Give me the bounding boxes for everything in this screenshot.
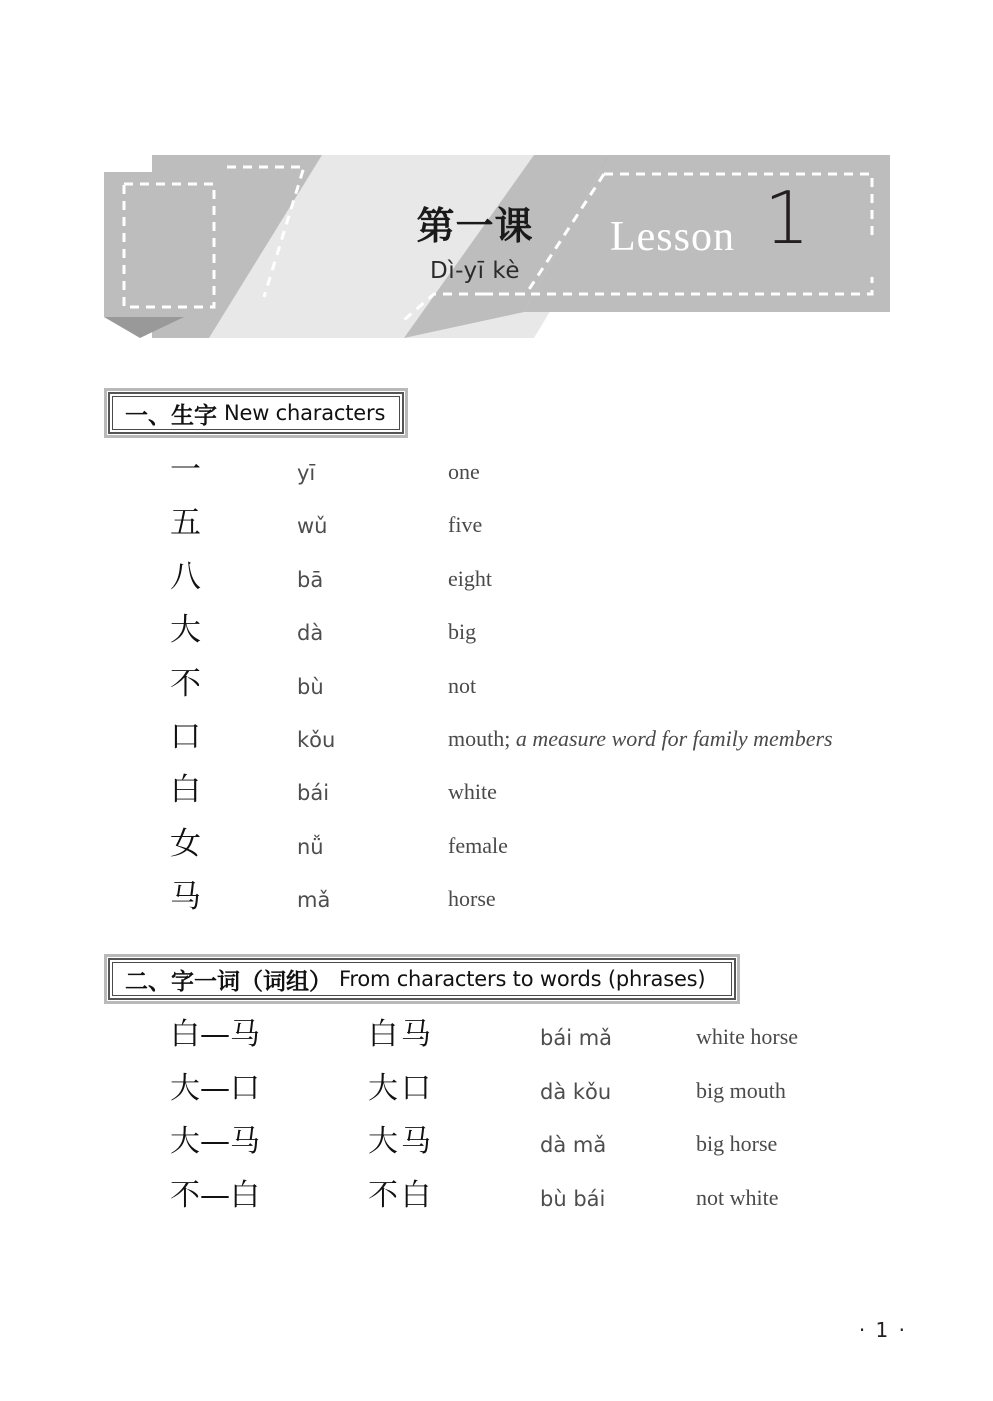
section-2-number-cn: 二、 bbox=[125, 968, 171, 995]
character-pinyin: wǔ bbox=[297, 514, 328, 539]
character-glyph: 口 bbox=[170, 719, 201, 755]
character-meaning-plain: one bbox=[448, 459, 480, 484]
character-row bbox=[0, 825, 993, 882]
character-glyph: 一 bbox=[170, 452, 201, 488]
page-number: · 1 · bbox=[858, 1318, 907, 1342]
character-row bbox=[0, 665, 993, 722]
character-meaning-plain: white bbox=[448, 779, 497, 805]
phrase-word: 大口 bbox=[368, 1070, 434, 1106]
lesson-title-cn: 第一课 bbox=[416, 204, 534, 248]
phrase-pinyin: bù bái bbox=[540, 1186, 606, 1211]
phrase-meaning: not white bbox=[696, 1184, 779, 1210]
phrase-meaning: big horse bbox=[696, 1131, 778, 1156]
section-header-inner bbox=[112, 396, 400, 430]
character-glyph: 白 bbox=[170, 772, 201, 809]
character-glyph: 八 bbox=[170, 558, 201, 595]
character-meaning-plain: eight bbox=[448, 565, 492, 591]
character-meaning bbox=[448, 672, 477, 698]
section-2-title-cn: 字一词（词组） bbox=[171, 968, 332, 995]
section-header-inner-2 bbox=[112, 962, 732, 996]
phrase-word: 大马 bbox=[368, 1124, 434, 1159]
character-glyph: 不 bbox=[170, 665, 201, 702]
character-pinyin: yī bbox=[297, 461, 316, 485]
lesson-title-pinyin: Dì-yī kè bbox=[430, 258, 520, 284]
character-row bbox=[0, 719, 993, 775]
banner-notch bbox=[870, 242, 888, 277]
character-meaning-plain: horse bbox=[448, 886, 496, 912]
character-pinyin: bù bbox=[297, 674, 324, 699]
character-meaning-plain: big bbox=[448, 619, 477, 645]
character-meaning bbox=[448, 832, 508, 858]
phrase-word: 白马 bbox=[368, 1017, 434, 1052]
phrase-pinyin: dà mǎ bbox=[540, 1133, 607, 1157]
phrase-components: 大—口 bbox=[170, 1070, 260, 1106]
phrase-row bbox=[0, 1017, 993, 1073]
phrase-components: 不—白 bbox=[170, 1177, 260, 1213]
phrase-pinyin: dà kǒu bbox=[540, 1079, 612, 1104]
character-meaning-plain: five bbox=[448, 512, 483, 538]
phrase-word: 不白 bbox=[368, 1177, 434, 1213]
character-pinyin: nǚ bbox=[297, 834, 324, 859]
character-meaning bbox=[448, 621, 476, 643]
section-1-title-cn: 生字 bbox=[171, 402, 217, 429]
character-meaning-italic: a measure word for family members bbox=[515, 726, 833, 751]
character-glyph: 女 bbox=[170, 825, 201, 862]
character-row bbox=[0, 612, 993, 668]
phrase-row bbox=[0, 1124, 993, 1180]
section-2-title-en: From characters to words (phrases) bbox=[339, 967, 706, 991]
phrase-pinyin: bái mǎ bbox=[540, 1026, 613, 1050]
character-meaning bbox=[448, 514, 482, 536]
character-row bbox=[0, 879, 993, 935]
character-pinyin: bā bbox=[297, 567, 324, 592]
lesson-label: Lesson bbox=[610, 214, 735, 260]
character-row bbox=[0, 772, 993, 828]
phrase-row bbox=[0, 1177, 993, 1234]
section-1-number-cn: 一、 bbox=[125, 402, 171, 429]
character-pinyin: mǎ bbox=[297, 888, 331, 913]
section-header-characters-to-words bbox=[108, 958, 736, 1000]
lesson-banner bbox=[104, 122, 890, 338]
character-meaning bbox=[448, 728, 833, 750]
character-pinyin: kǒu bbox=[297, 728, 336, 752]
section-header-new-characters bbox=[108, 392, 404, 434]
character-row bbox=[0, 452, 993, 508]
phrase-components: 白—马 bbox=[170, 1017, 260, 1052]
character-meaning bbox=[448, 888, 496, 910]
character-meaning-plain: mouth; bbox=[448, 726, 516, 751]
phrase-meaning: big mouth bbox=[696, 1077, 786, 1103]
character-meaning bbox=[448, 565, 492, 591]
phrase-row bbox=[0, 1070, 993, 1127]
character-meaning bbox=[448, 461, 480, 483]
phrase-components: 大—马 bbox=[170, 1124, 260, 1159]
character-pinyin: dà bbox=[297, 621, 324, 646]
character-glyph: 五 bbox=[170, 505, 201, 542]
character-meaning bbox=[448, 781, 497, 803]
character-glyph: 大 bbox=[170, 612, 201, 649]
character-meaning-plain: female bbox=[448, 832, 508, 858]
character-glyph: 马 bbox=[170, 879, 201, 916]
character-row bbox=[0, 505, 993, 561]
character-meaning-plain: not bbox=[448, 672, 477, 698]
section-1-title-en: New characters bbox=[224, 401, 386, 425]
phrase-meaning: white horse bbox=[696, 1024, 799, 1049]
lesson-number: 1 bbox=[764, 176, 810, 260]
character-row bbox=[0, 558, 993, 615]
character-pinyin: bái bbox=[297, 781, 330, 806]
